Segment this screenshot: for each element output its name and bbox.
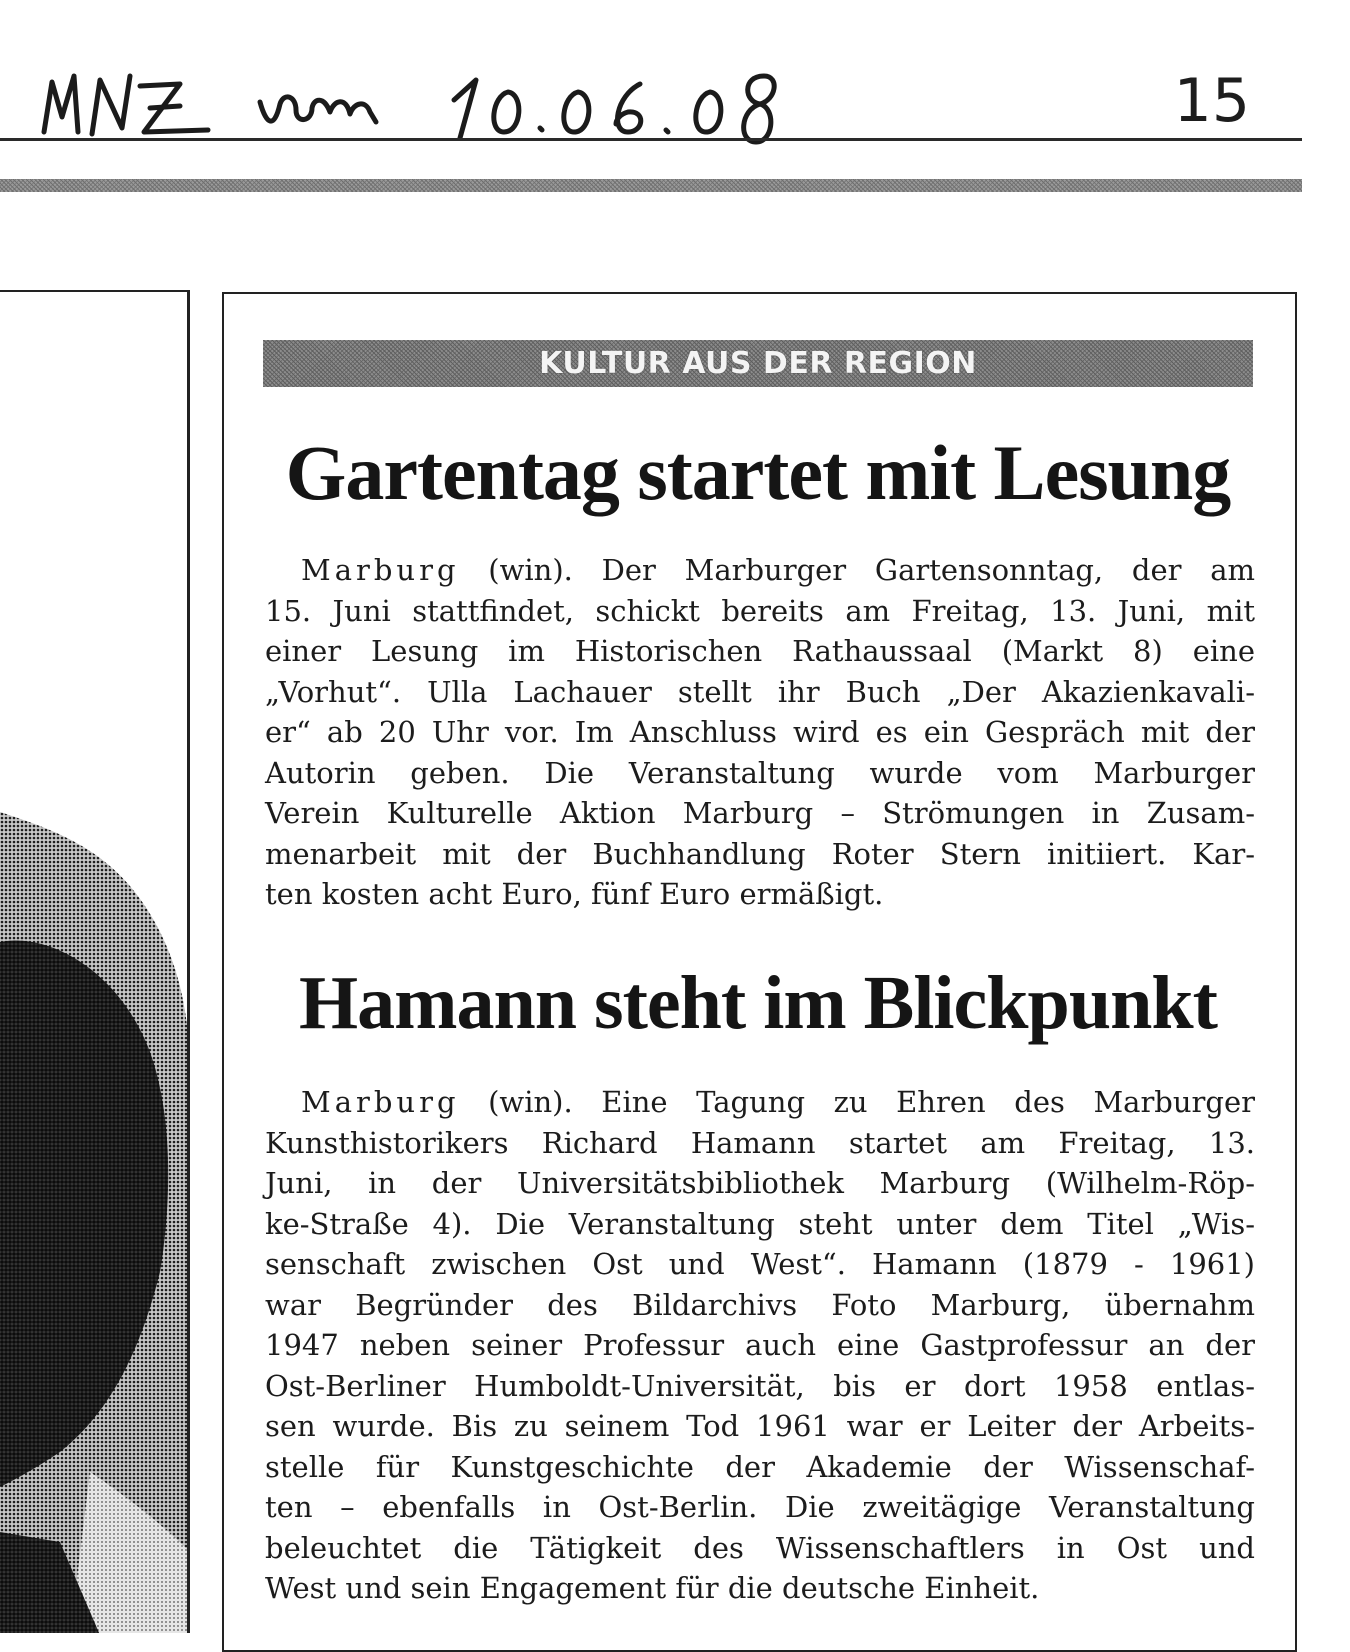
article-2-line: 1947 neben seiner Professur auch eine Gastprofessur an der <box>265 1328 1255 1362</box>
article-2-line: beleuchtet die Tätigkeit des Wissenschaftlers in Ost und <box>265 1530 1255 1565</box>
section-kicker <box>263 340 1253 387</box>
article-1-body <box>265 550 1255 915</box>
halftone-band <box>0 179 1302 192</box>
article-1-line: Autorin geben. Die Veranstaltung wurde vom Marburger <box>265 755 1255 790</box>
section-kicker-label: KULTUR AUS DER REGION <box>539 346 977 381</box>
article-2-line: ke-Straße 4). Die Veranstaltung steht unter dem Titel „Wis- <box>265 1206 1255 1241</box>
article-2-line: ten – ebenfalls in Ost-Berlin. Die zweitägige Veranstaltung <box>265 1490 1255 1524</box>
article-2-line: Ost-Berliner Humboldt-Universität, bis er dort 1958 entlas- <box>265 1368 1255 1403</box>
article-2-dateline: Marburg <box>301 1085 460 1119</box>
article-2-line: war Begründer des Bildarchivs Foto Marburg, übernahm <box>265 1287 1255 1322</box>
article-1-line: Verein Kulturelle Aktion Marburg – Strömungen in Zusam- <box>265 796 1255 830</box>
article-1-line: ten kosten acht Euro, fünf Euro ermäßigt. <box>265 877 884 911</box>
article-1-line: er“ ab 20 Uhr vor. Im Anschluss wird es ein Gespräch mit der <box>265 715 1255 749</box>
article-1-dateline: Marburg <box>301 553 460 587</box>
cropped-photo <box>0 290 190 1633</box>
header-rule <box>0 138 1302 141</box>
article-2-line: sen wurde. Bis zu seinem Tod 1961 war er Leiter der Arbeits- <box>265 1409 1255 1443</box>
page-number: 15 <box>1173 66 1250 136</box>
article-2-line: Kunsthistorikers Richard Hamann startet am Freitag, 13. <box>265 1125 1255 1160</box>
article-2-line: Juni, in der Universitätsbibliothek Marburg (Wilhelm-Röp- <box>265 1166 1255 1200</box>
article-1-headline: Gartentag startet mit Lesung <box>285 429 1231 516</box>
article-2-line: West und sein Engagement für die deutsche Einheit. <box>265 1571 1040 1605</box>
article-1-line: „Vorhut“. Ulla Lachauer stellt ihr Buch „Der Akazienkavali- <box>265 674 1255 709</box>
article-2-line: stelle für Kunstgeschichte der Akademie der Wissenschaf- <box>265 1449 1255 1484</box>
article-1-line: 15. Juni stattfindet, schickt bereits am Freitag, 13. Juni, mit <box>265 593 1255 628</box>
article-2-headline: Hamann steht im Blickpunkt <box>299 961 1217 1045</box>
article-1-line: Marburg (win). Der Marburger Gartensonntag, der am <box>301 553 1255 587</box>
article-1-line: menarbeit mit der Buchhandlung Roter Stern initiiert. Kar- <box>265 836 1255 871</box>
article-2-line: senschaft zwischen Ost und West“. Hamann (1879 - 1961) <box>265 1247 1255 1281</box>
article-1-line: einer Lesung im Historischen Rathaussaal (Markt 8) eine <box>265 634 1255 668</box>
article-2-line: Marburg (win). Eine Tagung zu Ehren des Marburger <box>301 1085 1255 1119</box>
article-2-body <box>265 1082 1255 1609</box>
